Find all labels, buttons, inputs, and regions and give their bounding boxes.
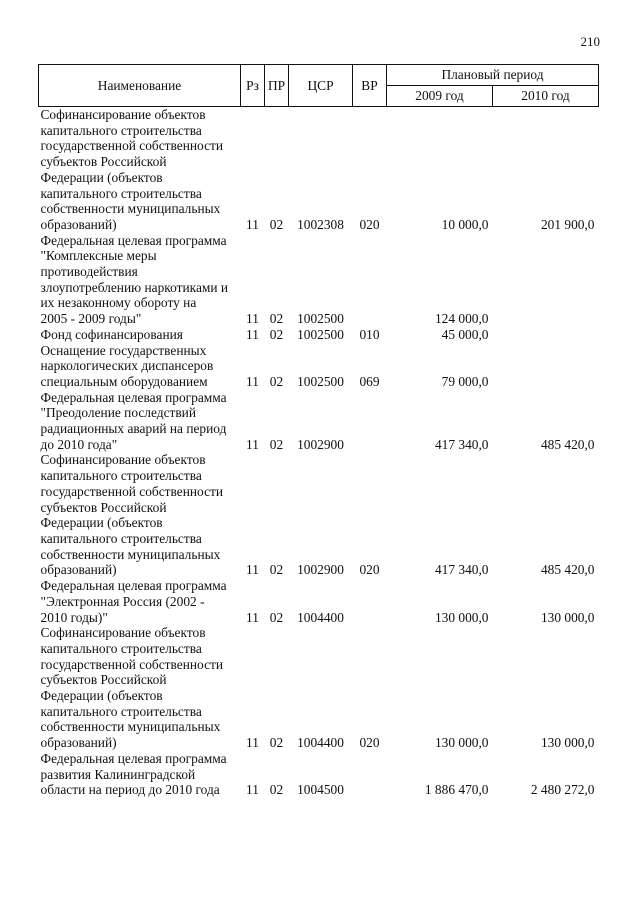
table-row xyxy=(39,578,599,625)
row-csr: 1002900 xyxy=(297,562,344,578)
row-csr: 1002900 xyxy=(297,436,344,452)
row-value-2009: 130 000,0 xyxy=(434,735,489,751)
page-number: 210 xyxy=(580,34,600,49)
row-name-line: собственности муниципальных xyxy=(40,201,221,217)
row-value-2009: 45 000,0 xyxy=(441,326,489,342)
row-vr: 020 xyxy=(359,562,380,578)
row-name-line: до 2010 года" xyxy=(40,436,118,452)
row-name-line: Федеральная целевая программа xyxy=(40,232,227,248)
row-pr: 02 xyxy=(269,562,284,578)
row-name-line: специальным оборудованием xyxy=(40,373,208,389)
row-name-line: капитального строительства xyxy=(40,185,202,201)
row-value-2009: 124 000,0 xyxy=(434,311,489,327)
row-name-line: Федеральная целевая программа xyxy=(40,578,227,594)
row-name-line: Софинансирование объектов xyxy=(40,625,206,641)
row-name-line: образований) xyxy=(40,562,117,578)
row-rz: 11 xyxy=(246,216,259,232)
row-csr: 1004400 xyxy=(297,735,344,751)
row-vr: 010 xyxy=(359,326,380,342)
table-row xyxy=(39,625,599,751)
row-name-line: субъектов Российской xyxy=(40,672,167,688)
row-name-line: развития Калининградской xyxy=(40,766,196,782)
header-year-2009: 2009 год xyxy=(387,86,493,107)
table-body xyxy=(39,107,599,798)
row-rz: 11 xyxy=(246,326,259,342)
row-value-2010 xyxy=(493,343,599,390)
row-vr xyxy=(353,233,387,327)
header-rz: Рз xyxy=(241,65,265,107)
header-name: Наименование xyxy=(39,65,241,107)
row-name xyxy=(39,452,241,578)
row-vr: 020 xyxy=(359,216,380,232)
row-name xyxy=(39,578,241,625)
row-name-line: капитального строительства xyxy=(40,640,202,656)
row-name xyxy=(39,343,241,390)
row-value-2009: 417 340,0 xyxy=(434,436,489,452)
row-name-line: области на период до 2010 года xyxy=(40,782,220,798)
row-name xyxy=(39,390,241,453)
row-value-2010 xyxy=(493,327,599,343)
row-name-line: капитального строительства xyxy=(40,530,202,546)
row-name-line: злоупотреблению наркотиками и xyxy=(40,279,229,295)
row-csr: 1004500 xyxy=(297,782,344,798)
row-name-line: Федеральная целевая программа xyxy=(40,389,227,405)
row-rz: 11 xyxy=(246,562,259,578)
row-csr: 1002500 xyxy=(297,311,344,327)
row-name-line: капитального строительства xyxy=(40,703,202,719)
row-name xyxy=(39,625,241,751)
row-value-2010: 485 420,0 xyxy=(540,562,595,578)
header-csr: ЦСР xyxy=(289,65,353,107)
table-row xyxy=(39,327,599,343)
row-name-line: "Комплексные меры xyxy=(40,248,157,264)
row-csr: 1002500 xyxy=(297,326,344,342)
row-vr: 069 xyxy=(359,373,380,389)
row-name-line: образований) xyxy=(40,216,117,232)
row-value-2009: 417 340,0 xyxy=(434,562,489,578)
row-name-line: Федерации (объектов xyxy=(40,515,163,531)
row-name-line: 2005 - 2009 годы" xyxy=(40,311,142,327)
row-rz: 11 xyxy=(246,311,259,327)
row-value-2010: 201 900,0 xyxy=(540,216,595,232)
row-value-2009: 79 000,0 xyxy=(441,373,489,389)
row-name-line: субъектов Российской xyxy=(40,154,167,170)
row-rz: 11 xyxy=(246,373,259,389)
row-vr xyxy=(353,751,387,798)
header-pr: ПР xyxy=(265,65,289,107)
table-row xyxy=(39,343,599,390)
row-pr: 02 xyxy=(269,373,284,389)
row-value-2010: 2 480 272,0 xyxy=(530,782,595,798)
row-name-line: капитального строительства xyxy=(40,468,202,484)
row-csr: 1002500 xyxy=(297,373,344,389)
row-pr: 02 xyxy=(269,735,284,751)
row-name-line: собственности муниципальных xyxy=(40,719,221,735)
row-pr: 02 xyxy=(269,436,284,452)
row-value-2009: 130 000,0 xyxy=(434,609,489,625)
row-name-line: "Электронная Россия (2002 - xyxy=(40,593,205,609)
row-csr: 1002308 xyxy=(297,216,344,232)
row-value-2010: 485 420,0 xyxy=(540,436,595,452)
row-rz: 11 xyxy=(246,436,259,452)
row-pr: 02 xyxy=(269,326,284,342)
row-pr: 02 xyxy=(269,609,284,625)
header-planned-period: Плановый период xyxy=(387,65,599,86)
row-pr: 02 xyxy=(269,311,284,327)
row-name-line: государственной собственности xyxy=(40,656,224,672)
row-name-line: Федерации (объектов xyxy=(40,688,163,704)
table-row xyxy=(39,107,599,233)
row-name-line: Оснащение государственных xyxy=(40,342,207,358)
row-name-line: Федерации (объектов xyxy=(40,169,163,185)
row-value-2010: 130 000,0 xyxy=(540,735,595,751)
row-name-line: собственности муниципальных xyxy=(40,546,221,562)
row-name xyxy=(39,327,241,343)
row-name-line: Федеральная целевая программа xyxy=(40,750,227,766)
header-year-2010: 2010 год xyxy=(493,86,599,107)
table-row xyxy=(39,751,599,798)
row-value-2009: 10 000,0 xyxy=(441,216,489,232)
row-name-line: капитального строительства xyxy=(40,122,202,138)
row-vr xyxy=(353,390,387,453)
row-name-line: 2010 годы)" xyxy=(40,609,108,625)
table-row xyxy=(39,390,599,453)
row-name-line: радиационных аварий на период xyxy=(40,421,227,437)
row-name-line: их незаконному обороту на xyxy=(40,295,197,311)
row-name-line: противодействия xyxy=(40,264,138,280)
row-rz: 11 xyxy=(246,609,259,625)
row-name-line: государственной собственности xyxy=(40,483,224,499)
row-vr: 020 xyxy=(359,735,380,751)
row-name-line: Софинансирование объектов xyxy=(40,107,206,122)
row-vr xyxy=(353,578,387,625)
row-name xyxy=(39,751,241,798)
row-rz: 11 xyxy=(246,782,259,798)
table-row xyxy=(39,233,599,327)
row-name-line: Софинансирование объектов xyxy=(40,452,206,468)
header-vr: ВР xyxy=(353,65,387,107)
row-name-line: Фонд софинансирования xyxy=(40,326,183,342)
row-name-line: образований) xyxy=(40,735,117,751)
row-value-2010 xyxy=(493,233,599,327)
row-value-2010: 130 000,0 xyxy=(540,609,595,625)
row-value-2009: 1 886 470,0 xyxy=(424,782,489,798)
row-pr: 02 xyxy=(269,782,284,798)
row-name xyxy=(39,107,241,233)
row-name-line: государственной собственности xyxy=(40,138,224,154)
row-name-line: наркологических диспансеров xyxy=(40,358,214,374)
row-name-line: субъектов Российской xyxy=(40,499,167,515)
row-name-line: "Преодоление последствий xyxy=(40,405,197,421)
row-pr: 02 xyxy=(269,216,284,232)
budget-table xyxy=(38,64,599,798)
row-name xyxy=(39,233,241,327)
row-rz: 11 xyxy=(246,735,259,751)
table-row xyxy=(39,452,599,578)
table-header xyxy=(39,65,599,107)
row-csr: 1004400 xyxy=(297,609,344,625)
